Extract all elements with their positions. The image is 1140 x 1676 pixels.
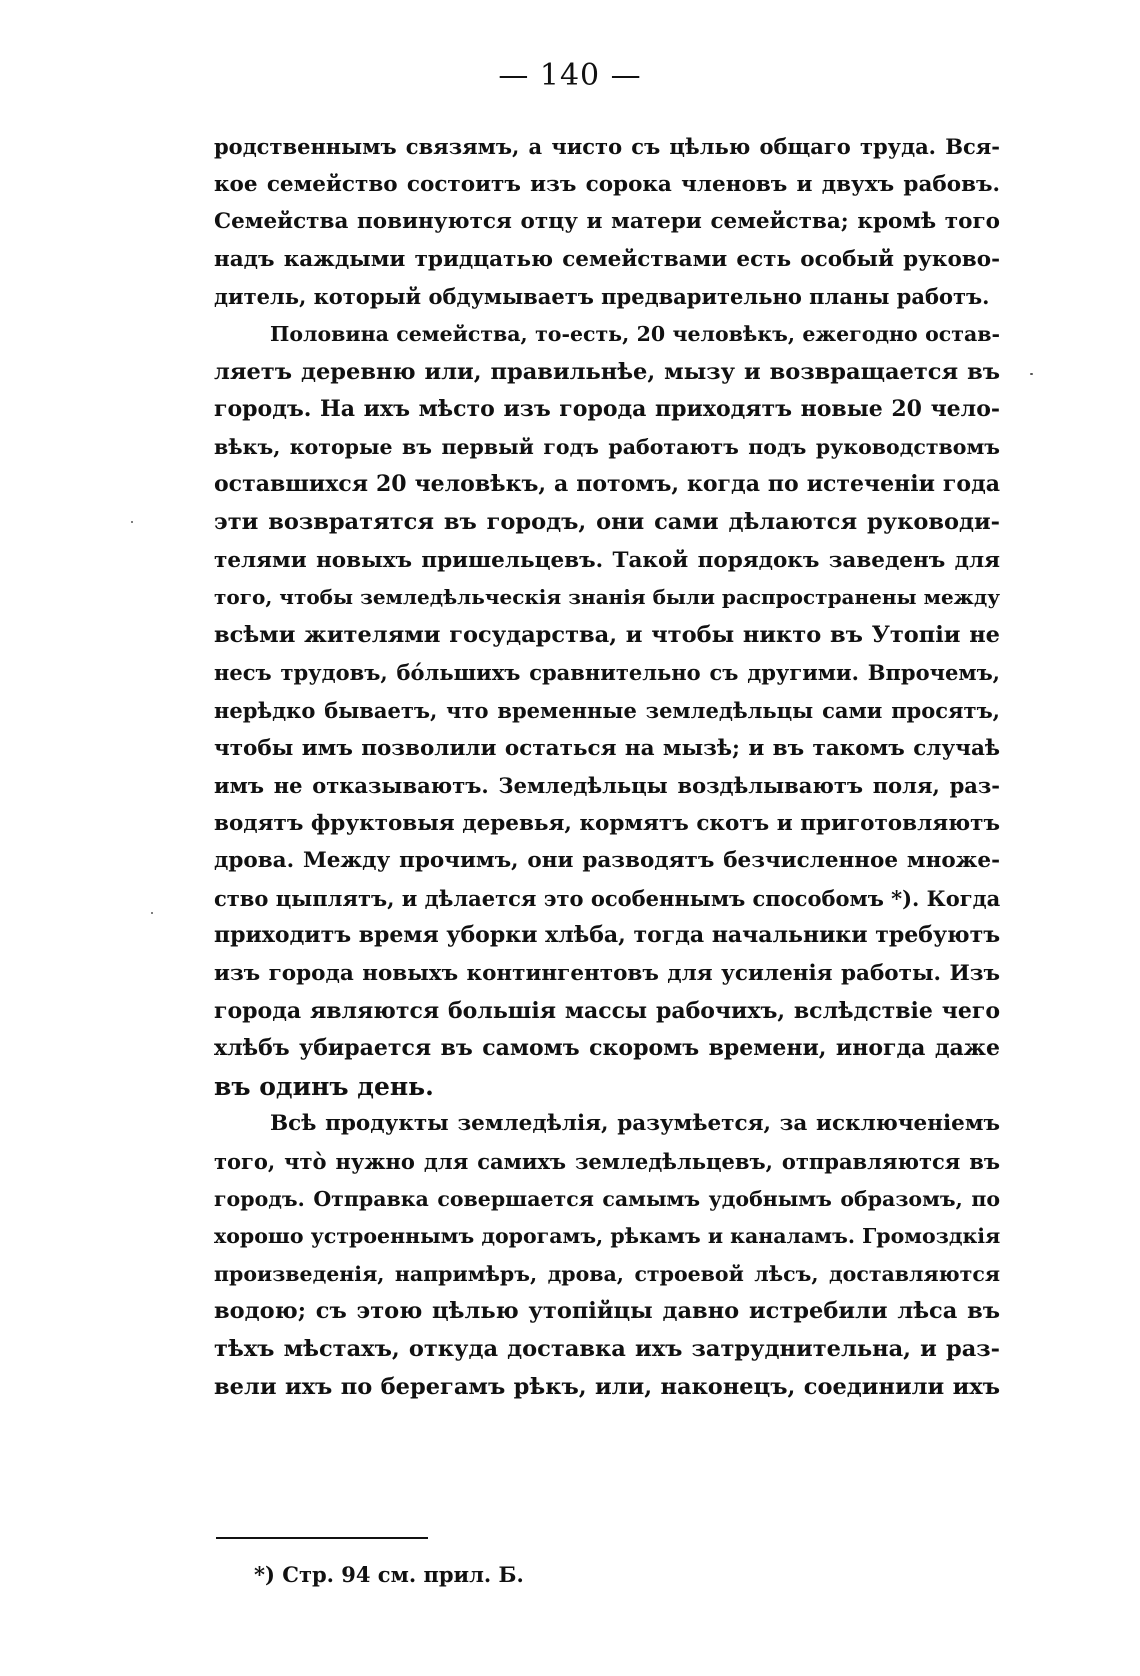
paragraph-start-line: Половина семейства, то-есть, 20 человѣкъ, ежегодно остав- [270, 321, 1000, 346]
text-line: всѣми жителями государства, и чтобы никто въ Утопіи не [214, 621, 1000, 648]
scan-speck [151, 912, 153, 914]
text-line: дрова. Между прочимъ, они разводятъ безчисленное множе- [214, 848, 1000, 874]
text-line: ство цыплятъ, и дѣлается это особеннымъ способомъ *). Когда [214, 885, 1000, 911]
text-line: родственнымъ связямъ, а чисто съ цѣлью общаго труда. Вся- [214, 134, 1000, 159]
text-line: дитель, который обдумываетъ предварительно планы работъ. [214, 284, 990, 310]
footnote-divider [216, 1537, 428, 1539]
text-line: хорошо устроеннымъ дорогамъ, рѣкамъ и каналамъ. Громоздкія [214, 1224, 1000, 1249]
text-line: телями новыхъ пришельцевъ. Такой порядокъ заведенъ для [214, 547, 1000, 573]
text-line: городъ. Отправка совершается самымъ удобнымъ образомъ, по [214, 1186, 1000, 1211]
text-line: оставшихся 20 человѣкъ, а потомъ, когда по истеченіи года [214, 471, 1000, 498]
text-line: вѣкъ, которые въ первый годъ работаютъ подъ руководствомъ [214, 434, 1000, 459]
page-number: — 140 — [498, 58, 642, 93]
text-line: несъ трудовъ, бо́льшихъ сравнительно съ другими. Впрочемъ, [214, 660, 1000, 686]
text-line: города являются большія массы рабочихъ, вслѣдствіе чего [214, 997, 1000, 1024]
text-line: чтобы имъ позволили остаться на мызѣ; и въ такомъ случаѣ [214, 735, 1000, 761]
text-line: городъ. На ихъ мѣсто изъ города приходятъ новые 20 чело- [214, 396, 1000, 423]
scan-speck [1030, 373, 1033, 375]
text-line: вели ихъ по берегамъ рѣкъ, или, наконецъ, соединили ихъ [214, 1373, 1000, 1400]
scan-speck [131, 521, 133, 523]
text-line: ляетъ деревню или, правильнѣе, мызу и возвращается въ [214, 358, 1000, 385]
text-line: эти возвратятся въ городъ, они сами дѣлаются руководи- [214, 508, 1000, 535]
text-line: имъ не отказываютъ. Земледѣльцы воздѣлываютъ поля, раз- [214, 773, 1000, 799]
text-line: того, чтобы земледѣльческія знанія были распространены между [214, 585, 1000, 610]
text-line: кое семейство состоитъ изъ сорока членовъ и двухъ рабовъ. [214, 171, 1000, 197]
text-line: надъ каждыми тридцатью семействами есть особый руково- [214, 246, 1000, 272]
text-line: приходитъ время уборки хлѣба, тогда начальники требуютъ [214, 922, 1000, 949]
text-line: произведенія, напримѣръ, дрова, строевой лѣсъ, доставляются [214, 1261, 1000, 1286]
text-line: нерѣдко бываетъ, что временные земледѣльцы сами просятъ, [214, 697, 1000, 723]
text-line: хлѣбъ убирается въ самомъ скоромъ времени, иногда даже [214, 1035, 1000, 1062]
footnote: *) Стр. 94 см. прил. Б. [254, 1562, 524, 1587]
text-line: въ одинъ день. [214, 1071, 434, 1101]
text-line: тѣхъ мѣстахъ, откуда доставка ихъ затруднительна, и раз- [214, 1336, 1000, 1362]
text-line: Семейства повинуются отцу и матери семейства; кромѣ того [214, 209, 1000, 235]
text-line: изъ города новыхъ контингентовъ для усиленія работы. Изъ [214, 961, 1000, 987]
paragraph-start-line: Всѣ продукты земледѣлія, разумѣется, за исключеніемъ [270, 1111, 1000, 1137]
body-text [214, 128, 1000, 1406]
text-line: того, что̀ нужно для самихъ земледѣльцевъ, отправляются въ [214, 1149, 1000, 1175]
text-line: водою; съ этою цѣлью утопійцы давно истребили лѣса въ [214, 1298, 1000, 1325]
text-line: водятъ фруктовыя деревья, кормятъ скотъ и приготовляютъ [214, 810, 1000, 836]
